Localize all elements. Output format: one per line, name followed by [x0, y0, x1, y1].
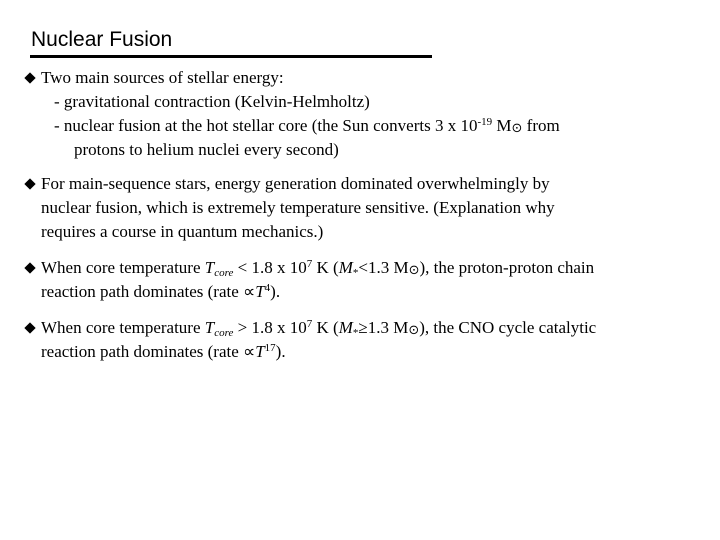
text-segment: K (: [312, 258, 339, 277]
text-segment: > 1.8 x 10: [233, 318, 307, 337]
proportional-symbol: ∝: [243, 282, 256, 302]
text-segment: from: [522, 116, 560, 135]
bullet-line: [41, 340, 714, 364]
sun-symbol-icon: ⊙: [408, 263, 420, 278]
bullet-line: [41, 316, 714, 340]
subscript: [214, 327, 233, 339]
bullet-cno-cycle: [24, 316, 714, 364]
diamond-bullet-icon: [24, 262, 35, 273]
diamond-bullet-icon: [24, 178, 35, 189]
bullet-line: [41, 256, 714, 280]
bullet-main-sequence: [24, 172, 714, 244]
exponent: -19: [477, 116, 493, 128]
text-segment: reaction path dominates (rate: [41, 342, 244, 361]
text-segment: ).: [270, 282, 281, 301]
exponent: 4: [264, 282, 271, 294]
bullet-line: [41, 114, 714, 138]
star-subscript: *: [352, 267, 359, 279]
subscript: [214, 267, 233, 279]
text-segment: reaction path dominates (rate: [41, 282, 244, 301]
text-segment: < 1.8 x 10: [233, 258, 307, 277]
text-segment: K (: [312, 318, 339, 337]
text-segment: ), the proton-proton chain: [419, 258, 595, 277]
bullet-line: - gravitational contraction (Kelvin-Helmholtz): [54, 92, 370, 111]
exponent: 7: [306, 318, 313, 330]
text-segment: M: [492, 116, 512, 135]
text-segment: - nuclear fusion at the hot stellar core (the Sun converts 3 x 10: [54, 116, 478, 135]
bullet-line: protons to helium nuclei every second): [74, 140, 339, 159]
diamond-bullet-icon: [24, 322, 35, 333]
bullet-line: nuclear fusion, which is extremely temperature sensitive. (Explanation why: [41, 198, 555, 217]
exponent: 7: [306, 258, 313, 270]
slide-title: Nuclear Fusion: [31, 28, 173, 51]
bullet-line: [41, 280, 714, 304]
text-segment: ), the CNO cycle catalytic: [419, 318, 597, 337]
mass-symbol: M: [338, 318, 353, 337]
temperature-symbol: T: [204, 258, 215, 277]
temperature-symbol: T: [204, 318, 215, 337]
temperature-symbol: T: [255, 282, 265, 301]
subscript-text: core: [214, 327, 234, 339]
text-segment: When core temperature: [41, 318, 205, 337]
sun-symbol-icon: ⊙: [511, 121, 523, 136]
text-segment: <1.3 M: [358, 258, 409, 277]
star-subscript: *: [352, 327, 359, 339]
sun-symbol-icon: ⊙: [408, 323, 420, 338]
title-underline: [30, 55, 432, 58]
text-segment: ≥1.3 M: [358, 318, 409, 337]
diamond-bullet-icon: [24, 72, 35, 83]
text-segment: ).: [275, 342, 286, 361]
subscript-text: core: [214, 267, 234, 279]
bullet-list: [24, 66, 714, 376]
bullet-proton-proton-chain: [24, 256, 714, 304]
bullet-line: Two main sources of stellar energy:: [41, 68, 284, 87]
bullet-line: requires a course in quantum mechanics.): [41, 222, 324, 241]
text-segment: When core temperature: [41, 258, 205, 277]
mass-symbol: M: [338, 258, 353, 277]
bullet-line: For main-sequence stars, energy generation dominated overwhelmingly by: [41, 174, 550, 193]
bullet-energy-sources: [24, 66, 714, 162]
exponent: 17: [264, 342, 276, 354]
temperature-symbol: T: [255, 342, 265, 361]
proportional-symbol: ∝: [243, 342, 256, 362]
